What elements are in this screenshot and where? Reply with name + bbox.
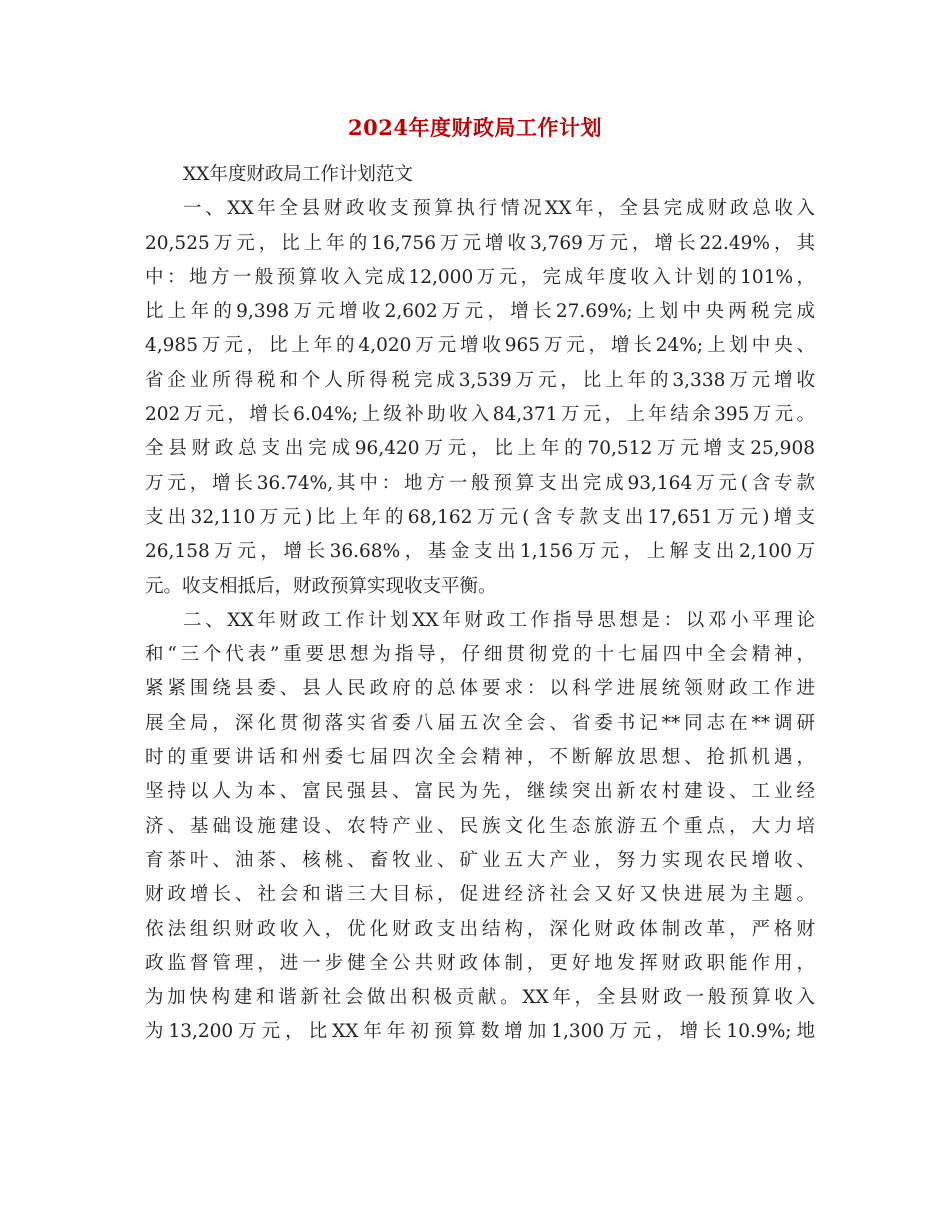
- document-title: 2024年度财政局工作计划: [348, 115, 602, 140]
- paragraph-line: 依法组织财政收入，优化财政支出结构，深化财政体制改革，严格财: [145, 918, 815, 940]
- paragraph-line: 和“三个代表”重要思想为指导，仔细贯彻党的十七届四中全会精神，: [145, 644, 815, 666]
- paragraph-line: 育茶叶、油茶、核桃、畜牧业、矿业五大产业，努力实现农民增收、: [145, 849, 815, 871]
- paragraph-line: 4,985万元，比上年的4,020万元增收965万元，增长24%;上划中央、: [145, 335, 815, 357]
- paragraph-line: 元。收支相抵后，财政预算实现收支平衡。: [145, 575, 497, 597]
- paragraph-line: 坚持以人为本、富民强县、富民为先，继续突出新农村建设、工业经: [145, 781, 815, 803]
- paragraph-line: 比上年的9,398万元增收2,602万元，增长27.69%;上划中央两税完成: [145, 301, 815, 323]
- paragraph-line: 财政增长、社会和谐三大目标，促进经济社会又好又快进展为主题。: [145, 884, 815, 906]
- paragraph-line: 二、XX年财政工作计划XX年财政工作指导思想是：以邓小平理论: [183, 609, 815, 631]
- paragraph-line: 202万元，增长6.04%;上级补助收入84,371万元，上年结余395万元。: [145, 404, 815, 426]
- paragraph-line: 支出32,110万元)比上年的68,162万元(含专款支出17,651万元)增支: [145, 506, 815, 528]
- paragraph-line: 为13,200万元，比XX年年初预算数增加1,300万元，增长10.9%;地: [145, 1021, 815, 1043]
- document-body: [145, 158, 815, 1050]
- paragraph-line: 一、XX年全县财政收支预算执行情况XX年，全县完成财政总收入: [183, 198, 815, 220]
- paragraph-line: 省企业所得税和个人所得税完成3,539万元，比上年的3,338万元增收: [145, 369, 815, 391]
- paragraph-line: 全县财政总支出完成96,420万元，比上年的70,512万元增支25,908: [145, 438, 815, 460]
- paragraph-line: 紧紧围绕县委、县人民政府的总体要求：以科学进展统领财政工作进: [145, 678, 815, 700]
- document-subtitle: XX年度财政局工作计划范文: [183, 164, 413, 185]
- paragraph-line: 政监督管理，进一步健全公共财政体制，更好地发挥财政职能作用，: [145, 952, 815, 974]
- paragraph-line: 26,158万元，增长36.68%，基金支出1,156万元，上解支出2,100万: [145, 541, 815, 563]
- paragraph-line: 20,525万元，比上年的16,756万元增收3,769万元，增长22.49%，其: [145, 232, 815, 254]
- paragraph-line: 济、基础设施建设、农特产业、民族文化生态旅游五个重点，大力培: [145, 815, 815, 837]
- paragraph-line: 万元，增长36.74%,其中：地方一般预算支出完成93,164万元(含专款: [145, 472, 815, 494]
- paragraph-line: 中：地方一般预算收入完成12,000万元，完成年度收入计划的101%，: [145, 266, 815, 288]
- paragraph-line: 展全局，深化贯彻落实省委八届五次全会、省委书记**同志在**调研: [145, 712, 815, 734]
- paragraph-line: 时的重要讲话和州委七届四次全会精神，不断解放思想、抢抓机遇，: [145, 747, 815, 769]
- paragraph-line: 为加快构建和谐新社会做出积极贡献。XX年，全县财政一般预算收入: [145, 987, 815, 1009]
